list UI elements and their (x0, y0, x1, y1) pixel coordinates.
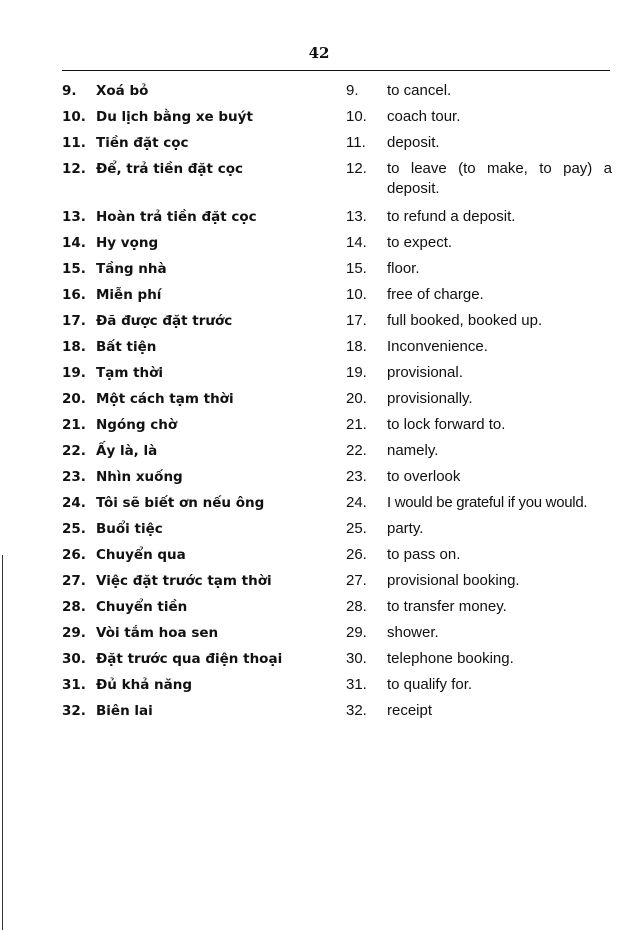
english-term: receipt (387, 702, 433, 719)
english-number: 10. (346, 286, 367, 303)
vietnamese-number: 26. (62, 547, 86, 563)
list-item (0, 545, 638, 571)
english-number: 13. (346, 208, 367, 225)
english-term: Inconvenience. (387, 338, 488, 355)
list-item (0, 285, 638, 311)
english-number: 14. (346, 234, 367, 251)
vietnamese-number: 17. (62, 313, 86, 329)
vietnamese-term: Tạm thời (96, 365, 164, 381)
vietnamese-term: Chuyển qua (96, 547, 186, 563)
vietnamese-number: 15. (62, 261, 86, 277)
list-item (0, 571, 638, 597)
english-number: 32. (346, 702, 367, 719)
english-term: deposit. (387, 134, 440, 151)
vietnamese-term: Việc đặt trước tạm thời (96, 573, 272, 589)
list-item (0, 81, 638, 107)
list-item (0, 493, 638, 519)
vietnamese-number: 10. (62, 109, 86, 125)
english-number: 25. (346, 520, 367, 537)
english-number: 12. (346, 160, 367, 177)
vietnamese-number: 31. (62, 677, 86, 693)
vietnamese-term: Nhìn xuống (96, 469, 183, 485)
vietnamese-number: 9. (62, 83, 77, 99)
vietnamese-number: 29. (62, 625, 86, 641)
english-number: 28. (346, 598, 367, 615)
english-number: 9. (346, 82, 359, 99)
list-item (0, 233, 638, 259)
list-item (0, 467, 638, 493)
list-item (0, 159, 638, 205)
english-term: to expect. (387, 234, 453, 251)
vietnamese-term: Hoàn trả tiền đặt cọc (96, 209, 257, 225)
vietnamese-term: Hy vọng (96, 235, 159, 251)
vietnamese-term: Tầng nhà (96, 261, 167, 277)
list-item (0, 675, 638, 701)
header-rule (62, 70, 610, 71)
vietnamese-number: 25. (62, 521, 86, 537)
list-item (0, 649, 638, 675)
vietnamese-term: Đặt trước qua điện thoại (96, 651, 283, 667)
vietnamese-term: Vòi tắm hoa sen (96, 625, 219, 641)
vietnamese-number: 23. (62, 469, 86, 485)
english-term: I would be grateful if you would. (387, 494, 588, 511)
english-number: 26. (346, 546, 367, 563)
vietnamese-number: 16. (62, 287, 86, 303)
page-number: 42 (308, 44, 330, 62)
vietnamese-term: Tôi sẽ biết ơn nếu ông (96, 495, 265, 511)
list-item (0, 415, 638, 441)
list-item (0, 441, 638, 467)
list-item (0, 701, 638, 727)
vietnamese-term: Để, trả tiền đặt cọc (96, 161, 243, 177)
english-number: 15. (346, 260, 367, 277)
english-term: to overlook (387, 468, 461, 485)
english-term: full booked, booked up. (387, 312, 543, 329)
list-item (0, 311, 638, 337)
vietnamese-term: Buổi tiệc (96, 521, 163, 537)
english-term: provisionally. (387, 390, 473, 407)
vietnamese-term: Chuyển tiền (96, 599, 188, 615)
vietnamese-term: Biên lai (96, 703, 153, 719)
english-number: 19. (346, 364, 367, 381)
vietnamese-term: Du lịch bằng xe buýt (96, 109, 253, 125)
vietnamese-term: Ngóng chờ (96, 417, 178, 433)
vietnamese-number: 19. (62, 365, 86, 381)
vietnamese-number: 22. (62, 443, 86, 459)
english-term: shower. (387, 624, 439, 641)
vietnamese-number: 28. (62, 599, 86, 615)
english-term: telephone booking. (387, 650, 514, 667)
list-item (0, 519, 638, 545)
list-item (0, 207, 638, 233)
english-term: to cancel. (387, 82, 452, 99)
english-term: floor. (387, 260, 420, 277)
vietnamese-number: 20. (62, 391, 86, 407)
english-number: 27. (346, 572, 367, 589)
vietnamese-number: 13. (62, 209, 86, 225)
english-term: namely. (387, 442, 439, 459)
vietnamese-term: Miễn phí (96, 287, 162, 303)
vietnamese-number: 24. (62, 495, 86, 511)
vietnamese-number: 30. (62, 651, 86, 667)
english-number: 23. (346, 468, 367, 485)
english-number: 30. (346, 650, 367, 667)
list-item (0, 623, 638, 649)
english-number: 22. (346, 442, 367, 459)
english-number: 17. (346, 312, 367, 329)
english-number: 31. (346, 676, 367, 693)
vietnamese-number: 27. (62, 573, 86, 589)
vietnamese-term: Tiền đặt cọc (96, 135, 189, 151)
list-item (0, 363, 638, 389)
english-term: free of charge. (387, 286, 484, 303)
list-item (0, 259, 638, 285)
english-term: provisional booking. (387, 572, 520, 589)
english-number: 11. (346, 134, 366, 151)
vietnamese-term: Đã được đặt trước (96, 313, 233, 329)
list-item (0, 133, 638, 159)
english-number: 29. (346, 624, 367, 641)
vietnamese-term: Đủ khả năng (96, 677, 193, 693)
list-item (0, 389, 638, 415)
english-term: to refund a deposit. (387, 208, 516, 225)
vietnamese-number: 18. (62, 339, 86, 355)
english-term: coach tour. (387, 108, 461, 125)
english-term: party. (387, 520, 424, 537)
english-term: to leave (to make, to pay) a deposit. (387, 160, 612, 197)
english-number: 21. (346, 416, 367, 433)
english-term: to lock forward to. (387, 416, 506, 433)
list-item (0, 337, 638, 363)
english-term: to qualify for. (387, 676, 473, 693)
english-term: to pass on. (387, 546, 461, 563)
english-number: 10. (346, 108, 367, 125)
vietnamese-term: Xoá bỏ (96, 83, 149, 99)
english-number: 18. (346, 338, 367, 355)
english-term: provisional. (387, 364, 463, 381)
english-term: to transfer money. (387, 598, 507, 615)
vietnamese-term: Một cách tạm thời (96, 391, 234, 407)
vietnamese-number: 14. (62, 235, 86, 251)
english-number: 24. (346, 494, 367, 511)
vietnamese-number: 32. (62, 703, 86, 719)
vietnamese-number: 11. (62, 135, 86, 151)
vietnamese-number: 21. (62, 417, 86, 433)
vietnamese-term: Bất tiện (96, 339, 157, 355)
list-item (0, 107, 638, 133)
list-item (0, 597, 638, 623)
english-number: 20. (346, 390, 367, 407)
vietnamese-number: 12. (62, 161, 86, 177)
vietnamese-term: Ấy là, là (96, 443, 158, 459)
